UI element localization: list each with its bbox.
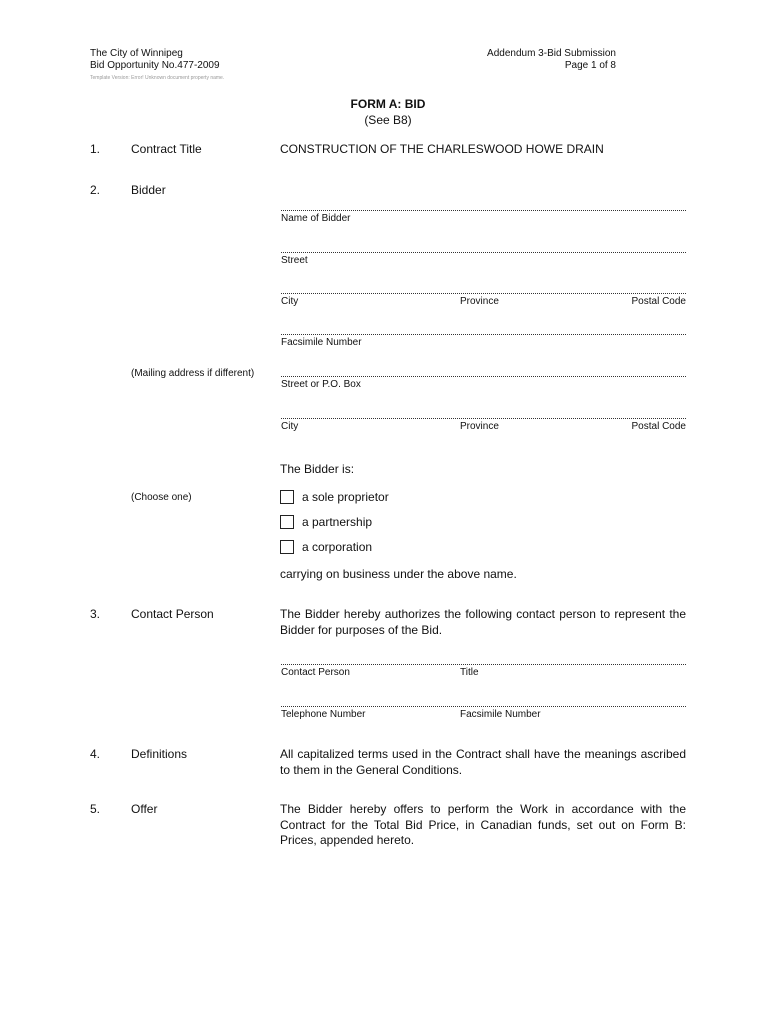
section-5-number: 5. (90, 802, 101, 816)
section-5-label: Offer (131, 802, 158, 816)
section-4-label: Definitions (131, 747, 188, 761)
corporation-checkbox[interactable] (280, 540, 294, 554)
section-1-number: 1. (90, 142, 101, 156)
definitions-paragraph: All capitalized terms used in the Contract shall have the meanings ascribed to them in the General Conditions. (280, 747, 686, 777)
contact-facsimile-label: Facsimile Number (460, 709, 541, 720)
header-bid-opportunity: Bid Opportunity No.477-2009 (90, 60, 220, 71)
name-of-bidder-label: Name of Bidder (281, 213, 351, 224)
telephone-number-label: Telephone Number (281, 709, 366, 720)
telephone-facsimile-line[interactable] (281, 706, 686, 707)
partnership-label: a partnership (302, 515, 373, 529)
mailing-city-province-postal-line[interactable] (281, 418, 686, 419)
sole-proprietor-label: a sole proprietor (302, 490, 389, 504)
section-3-number: 3. (90, 607, 101, 621)
form-title: FORM A: BID (350, 97, 426, 111)
street-po-box-label: Street or P.O. Box (281, 379, 361, 390)
header-page-number: Page 1 of 8 (564, 60, 616, 71)
mailing-address-note: (Mailing address if different) (131, 368, 255, 379)
street-label: Street (281, 255, 308, 266)
partnership-checkbox[interactable] (280, 515, 294, 529)
mailing-city-label: City (281, 421, 299, 432)
section-2-label: Bidder (131, 183, 166, 197)
contact-person-label: Contact Person (281, 667, 350, 678)
bidder-is-label: The Bidder is: (280, 462, 355, 476)
facsimile-label: Facsimile Number (281, 337, 362, 348)
carrying-on-business-text: carrying on business under the above name. (280, 567, 517, 581)
sole-proprietor-checkbox[interactable] (280, 490, 294, 504)
section-3-label: Contact Person (131, 607, 214, 621)
mailing-postal-code-label: Postal Code (631, 421, 686, 432)
street-line[interactable] (281, 252, 686, 253)
offer-paragraph: The Bidder hereby offers to perform the Work in accordance with the Contract for the Total Bid Price, in Canadian funds, set out on Form B: Prices, appended hereto. (280, 802, 686, 847)
header-addendum: Addendum 3-Bid Submission (487, 48, 616, 59)
contact-person-title-line[interactable] (281, 664, 686, 665)
choose-one-note: (Choose one) (131, 492, 192, 503)
contract-title-value: CONSTRUCTION OF THE CHARLESWOOD HOWE DRAIN (280, 142, 604, 156)
corporation-label: a corporation (302, 540, 373, 554)
facsimile-line[interactable] (281, 334, 686, 335)
province-label: Province (460, 296, 499, 307)
form-subtitle: (See B8) (364, 113, 412, 127)
contact-title-label: Title (460, 667, 479, 678)
postal-code-label: Postal Code (631, 296, 686, 307)
section-4-number: 4. (90, 747, 101, 761)
street-po-box-line[interactable] (281, 376, 686, 377)
city-label: City (281, 296, 299, 307)
city-province-postal-line[interactable] (281, 293, 686, 294)
name-of-bidder-line[interactable] (281, 210, 686, 211)
header-city: The City of Winnipeg (90, 48, 183, 59)
section-1-label: Contract Title (131, 142, 202, 156)
contact-person-paragraph: The Bidder hereby authorizes the following contact person to represent the Bidder for purposes of the Bid. (280, 607, 686, 637)
header-template-note: Template Version: Error! Unknown document property name. (90, 75, 225, 81)
mailing-province-label: Province (460, 421, 499, 432)
section-2-number: 2. (90, 183, 101, 197)
